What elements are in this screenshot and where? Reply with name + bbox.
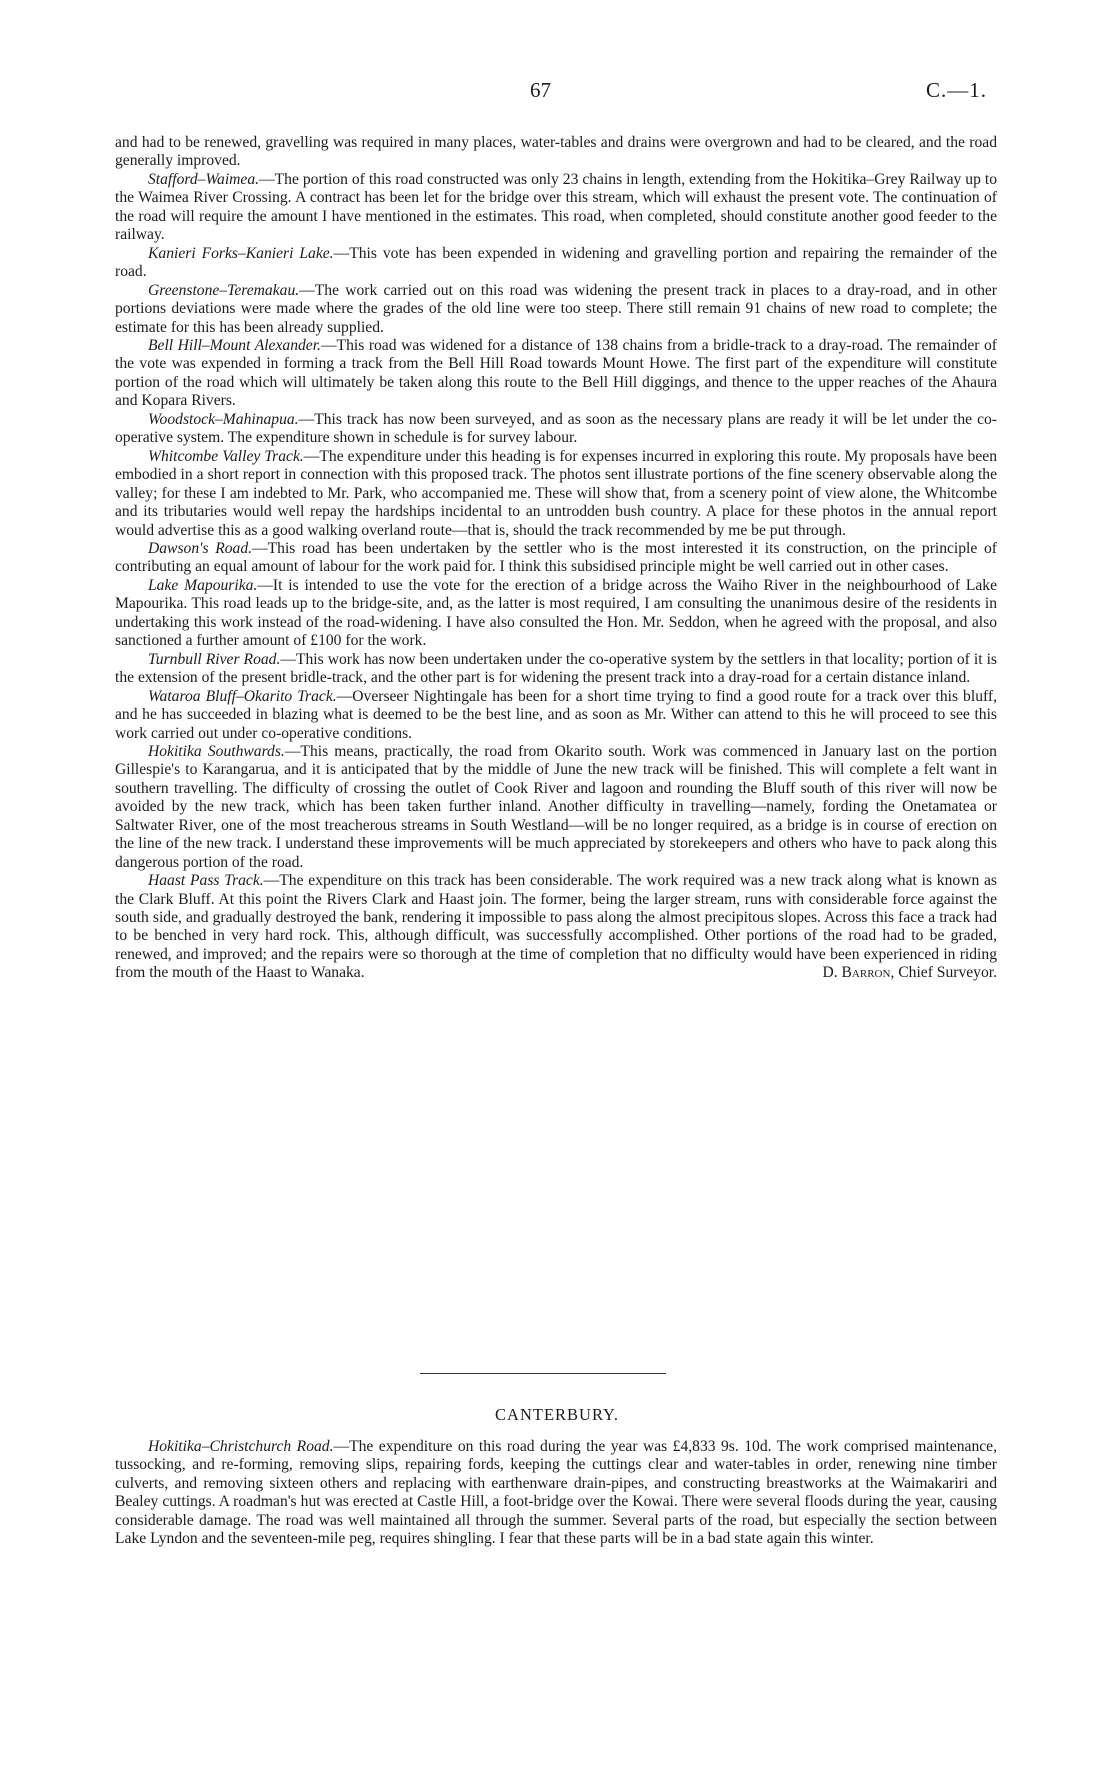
paragraph-heading: Dawson's Road.: [148, 539, 253, 557]
paragraph-heading: Bell Hill–Mount Alexander.: [148, 336, 321, 354]
paragraph-heading: Woodstock–Mahinapua.: [148, 410, 299, 428]
section-divider: [420, 1373, 666, 1374]
paragraph: Turnbull River Road.—This work has now been undertaken under the co-operative system by the settlers in that locality; portion of it is the extension of the present bridle-track, and the other part is for widening the present track into a dray-road for a certain distance inland.: [115, 650, 997, 687]
paragraph: Haast Pass Track.—The expenditure on this track has been considerable. The work required was a new track along what is known as the Clark Bluff. At this point the Rivers Clark and Haast join. The former, being the larger stream, runs with considerable force against the south side, and gradually destroyed the bank, rendering it impossible to pass along the almost precipitous slopes. Across this face a track had to be benched in very hard rock. This, although difficult, was successfully accomplished. Other portions of the road had to be graded, renewed, and improved; and the repairs were so thorough at the time of completion that no difficulty would have been experienced in riding from the mouth of the Haast to Wanaka. D. Barron, Chief Surveyor.: [115, 872, 997, 982]
paragraph-heading: Whitcombe Valley Track.: [148, 447, 304, 465]
paragraph: Wataroa Bluff–Okarito Track.—Overseer Nightingale has been for a short time trying to find a good route for a track over this bluff, and he has succeeded in blazing what is deemed to be the best line, and as soon as Mr. Wither can attend to this he will proceed to see this work carried out under co-operative conditions.: [115, 687, 997, 742]
paragraph-heading: Turnbull River Road.: [148, 650, 281, 668]
signature: D. Barron, Chief Surveyor.: [822, 964, 997, 982]
paragraph-heading: Haast Pass Track.: [148, 872, 264, 890]
paragraph-heading: Wataroa Bluff–Okarito Track.: [148, 687, 337, 705]
paper-code: C.—1.: [926, 78, 988, 102]
paragraph: Lake Mapourika.—It is intended to use the vote for the erection of a bridge across the Waiho River in the neighbourhood of Lake Mapourika. This road leads up to the bridge-site, and, as the latter is most required, I am consulting the unanimous desire of the residents in undertaking this work instead of the road-widening. I have also consulted the Hon. Mr. Seddon, when he agreed with the proposal, and also sanctioned a further amount of £100 for the work.: [115, 576, 998, 650]
paragraph: Bell Hill–Mount Alexander.—This road was widened for a distance of 138 chains from a bridle-track to a dray-road. The remainder of the vote was expended in forming a track from the Bell Hill Road towards Mount Howe. The first part of the expenditure will constitute portion of the road which will ultimately be taken along this route to the Bell Hill diggings, and thence to the upper reaches of the Ahaura and Kopara Rivers.: [115, 336, 997, 410]
westland-report-text: [115, 134, 997, 983]
section-heading-canterbury: CANTERBURY.: [495, 1405, 619, 1424]
page-number: 67: [530, 78, 551, 102]
page-header: [0, 78, 1114, 108]
paragraph: Whitcombe Valley Track.—The expenditure under this heading is for expenses incurred in exploring this route. My proposals have been embodied in a short report in connection with this proposed track. The photos sent illustrate portions of the fine scenery observable along the valley; for these I am indebted to Mr. Park, who accompanied me. These will show that, from a scenery point of view alone, the Whitcombe and its tributaries would well repay the hardships incidental to an untrodden bush country. A place for these photos in the annual report would advertise this as a good walking overland route—that is, should the track recommended by me be put through.: [115, 447, 997, 539]
paragraph: Stafford–Waimea.—The portion of this road constructed was only 23 chains in length, extending from the Hokitika–Grey Railway up to the Waimea River Crossing. A contract has been let for the bridge over this stream, which will exhaust the present vote. The continuation of the road will require the amount I have mentioned in the estimates. This road, when completed, should constitute another good feeder to the railway.: [115, 170, 997, 244]
paragraph-heading: Stafford–Waimea.: [148, 170, 260, 188]
paragraph: Greenstone–Teremakau.—The work carried out on this road was widening the present track in places to a dray-road, and in other portions deviations were made where the grades of the old line were too steep. There still remain 91 chains of new road to complete; the estimate for this has been already supplied.: [115, 281, 997, 336]
paragraph-heading: Hokitika–Christchurch Road.: [148, 1438, 334, 1455]
paragraph: and had to be renewed, gravelling was required in many places, water-tables and drains were overgrown and had to be cleared, and the road generally improved.: [115, 134, 997, 170]
paragraph: Hokitika Southwards.—This means, practically, the road from Okarito south. Work was commenced in January last on the portion Gillespie's to Karangarua, and it is anticipated that by the middle of June the new track will be finished. This will complete a felt want in southern travelling. The difficulty of crossing the outlet of Cook River and lagoon and rounding the Bluff south of this river will now be avoided by the new track, which has been taken further inland. Another difficulty in travelling—namely, fording the Onetamatea or Saltwater River, one of the most treacherous streams in South Westland—will be no longer required, as a bridge is in course of erection on the line of the new track. I understand these improvements will be much appreciated by storekeepers and others who have to pack along this dangerous portion of the road.: [115, 742, 997, 871]
paragraph-heading: Greenstone–Teremakau.: [148, 281, 300, 299]
paragraph: Dawson's Road.—This road has been undertaken by the settler who is the most interested it its construction, on the principle of contributing an equal amount of labour for the work paid for. I think this subsidised principle might be well carried out in other cases.: [115, 539, 997, 576]
paragraph: Kanieri Forks–Kanieri Lake.—This vote has been expended in widening and gravelling portion and repairing the remainder of the road.: [115, 244, 998, 281]
paragraph-heading: Hokitika Southwards.: [148, 742, 285, 760]
paragraph-heading: Kanieri Forks–Kanieri Lake.: [148, 244, 334, 262]
paragraph: Woodstock–Mahinapua.—This track has now been surveyed, and as soon as the necessary plans are ready it will be let under the co-operative system. The expenditure shown in schedule is for survey labour.: [115, 410, 997, 447]
paragraph-heading: Lake Mapourika.: [148, 576, 258, 594]
paragraph: Hokitika–Christchurch Road.—The expenditure on this road during the year was £4,833 9s. 10d. The work comprised maintenance, tussocking, and re-forming, removing slips, repairing fords, keeping the cuttings clear and water-tables in order, renewing nine timber culverts, and removing sixteen others and replacing with earthenware drain-pipes, and constructing breastworks at the Waimakariri and Bealey cuttings. A roadman's hut was erected at Castle Hill, a foot-bridge over the Kowai. There were several floods during the year, causing considerable damage. The road was well maintained all through the summer. Several parts of the road, but especially the section between Lake Lyndon and the seventeen-mile peg, requires shingling. I fear that these parts will be in a bad state again this winter.: [115, 1438, 997, 1548]
canterbury-report-text: [115, 1438, 997, 1549]
